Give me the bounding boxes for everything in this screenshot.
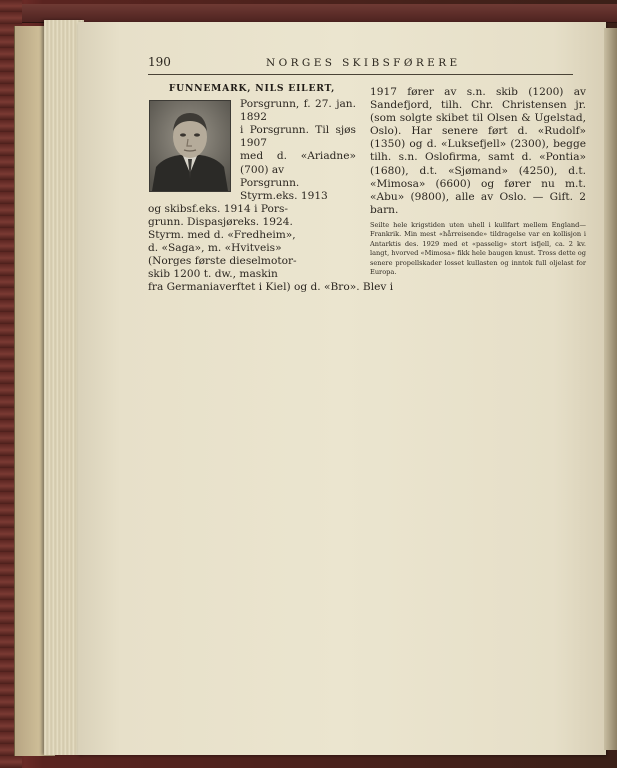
text-line: d. «Saga», m. «Hvitveis» — [148, 242, 282, 255]
text-line: med d. «Ariadne» (700) av — [240, 150, 356, 176]
header-rule — [148, 74, 573, 75]
running-title: NORGES SKIBSFØRERE — [266, 57, 461, 69]
running-head — [148, 55, 573, 73]
text-line: Porsgrunn, f. 27. jan. 1892 — [240, 98, 356, 124]
text-line: fra Germaniaverftet i Kiel) og d. «Bro». Blev i — [148, 281, 394, 294]
entry-name: FUNNEMARK, NILS EILERT, — [168, 83, 336, 94]
footnote-text: Seilte hele krigstiden uten uhell i kullfart mellem England—Frankrik. Min mest «hårreisende» tildragelse var en kollisjon i Antarktis des. 1929 med et «passelig» stort isfjell, ca. 2 kv. langt, hvorved «Mimosa» fikk hele baugen knust. Tross dette og senere propellskader losset kullasten og inntok full oljelast for Europa. — [370, 220, 586, 276]
right-column — [370, 86, 586, 284]
left-column — [148, 82, 394, 295]
text-line: (Norges første dieselmotor- — [148, 255, 297, 268]
text-line: skib 1200 t. dw., maskin — [148, 268, 278, 281]
text-line: og skibsf.eks. 1914 i Pors- — [148, 202, 288, 215]
page-number: 190 — [148, 55, 171, 69]
cover-top-edge — [20, 4, 617, 23]
text-line: Porsgrunn. Styrm.eks. 1913 — [240, 176, 328, 202]
right-page-edge — [604, 28, 617, 750]
right-body-text: 1917 fører av s.n. skib (1200) av Sandefjord, tilh. Chr. Christensen jr. (som solgte skibet til Olsen & Ugelstad, Oslo). Har senere ført d. «Rudolf» (1350) og d. «Luksefjell» (2300), begge tilh. s.n. Oslofirma, samt d. «Pontia» (1680), d.t. «Sjømand» (4250), d.t. «Mimosa» (6600) og fører nu m.t. «Abu» (9800), alle av Oslo. — Gift. 2 barn. — [370, 86, 586, 216]
text-line: Styrm. med d. «Fredheim», — [148, 229, 296, 242]
text-line: grunn. Dispasjøreks. 1924. — [148, 215, 293, 228]
portrait-photo-icon — [149, 100, 231, 192]
text-line: i Porsgrunn. Til sjøs 1907 — [240, 124, 356, 150]
